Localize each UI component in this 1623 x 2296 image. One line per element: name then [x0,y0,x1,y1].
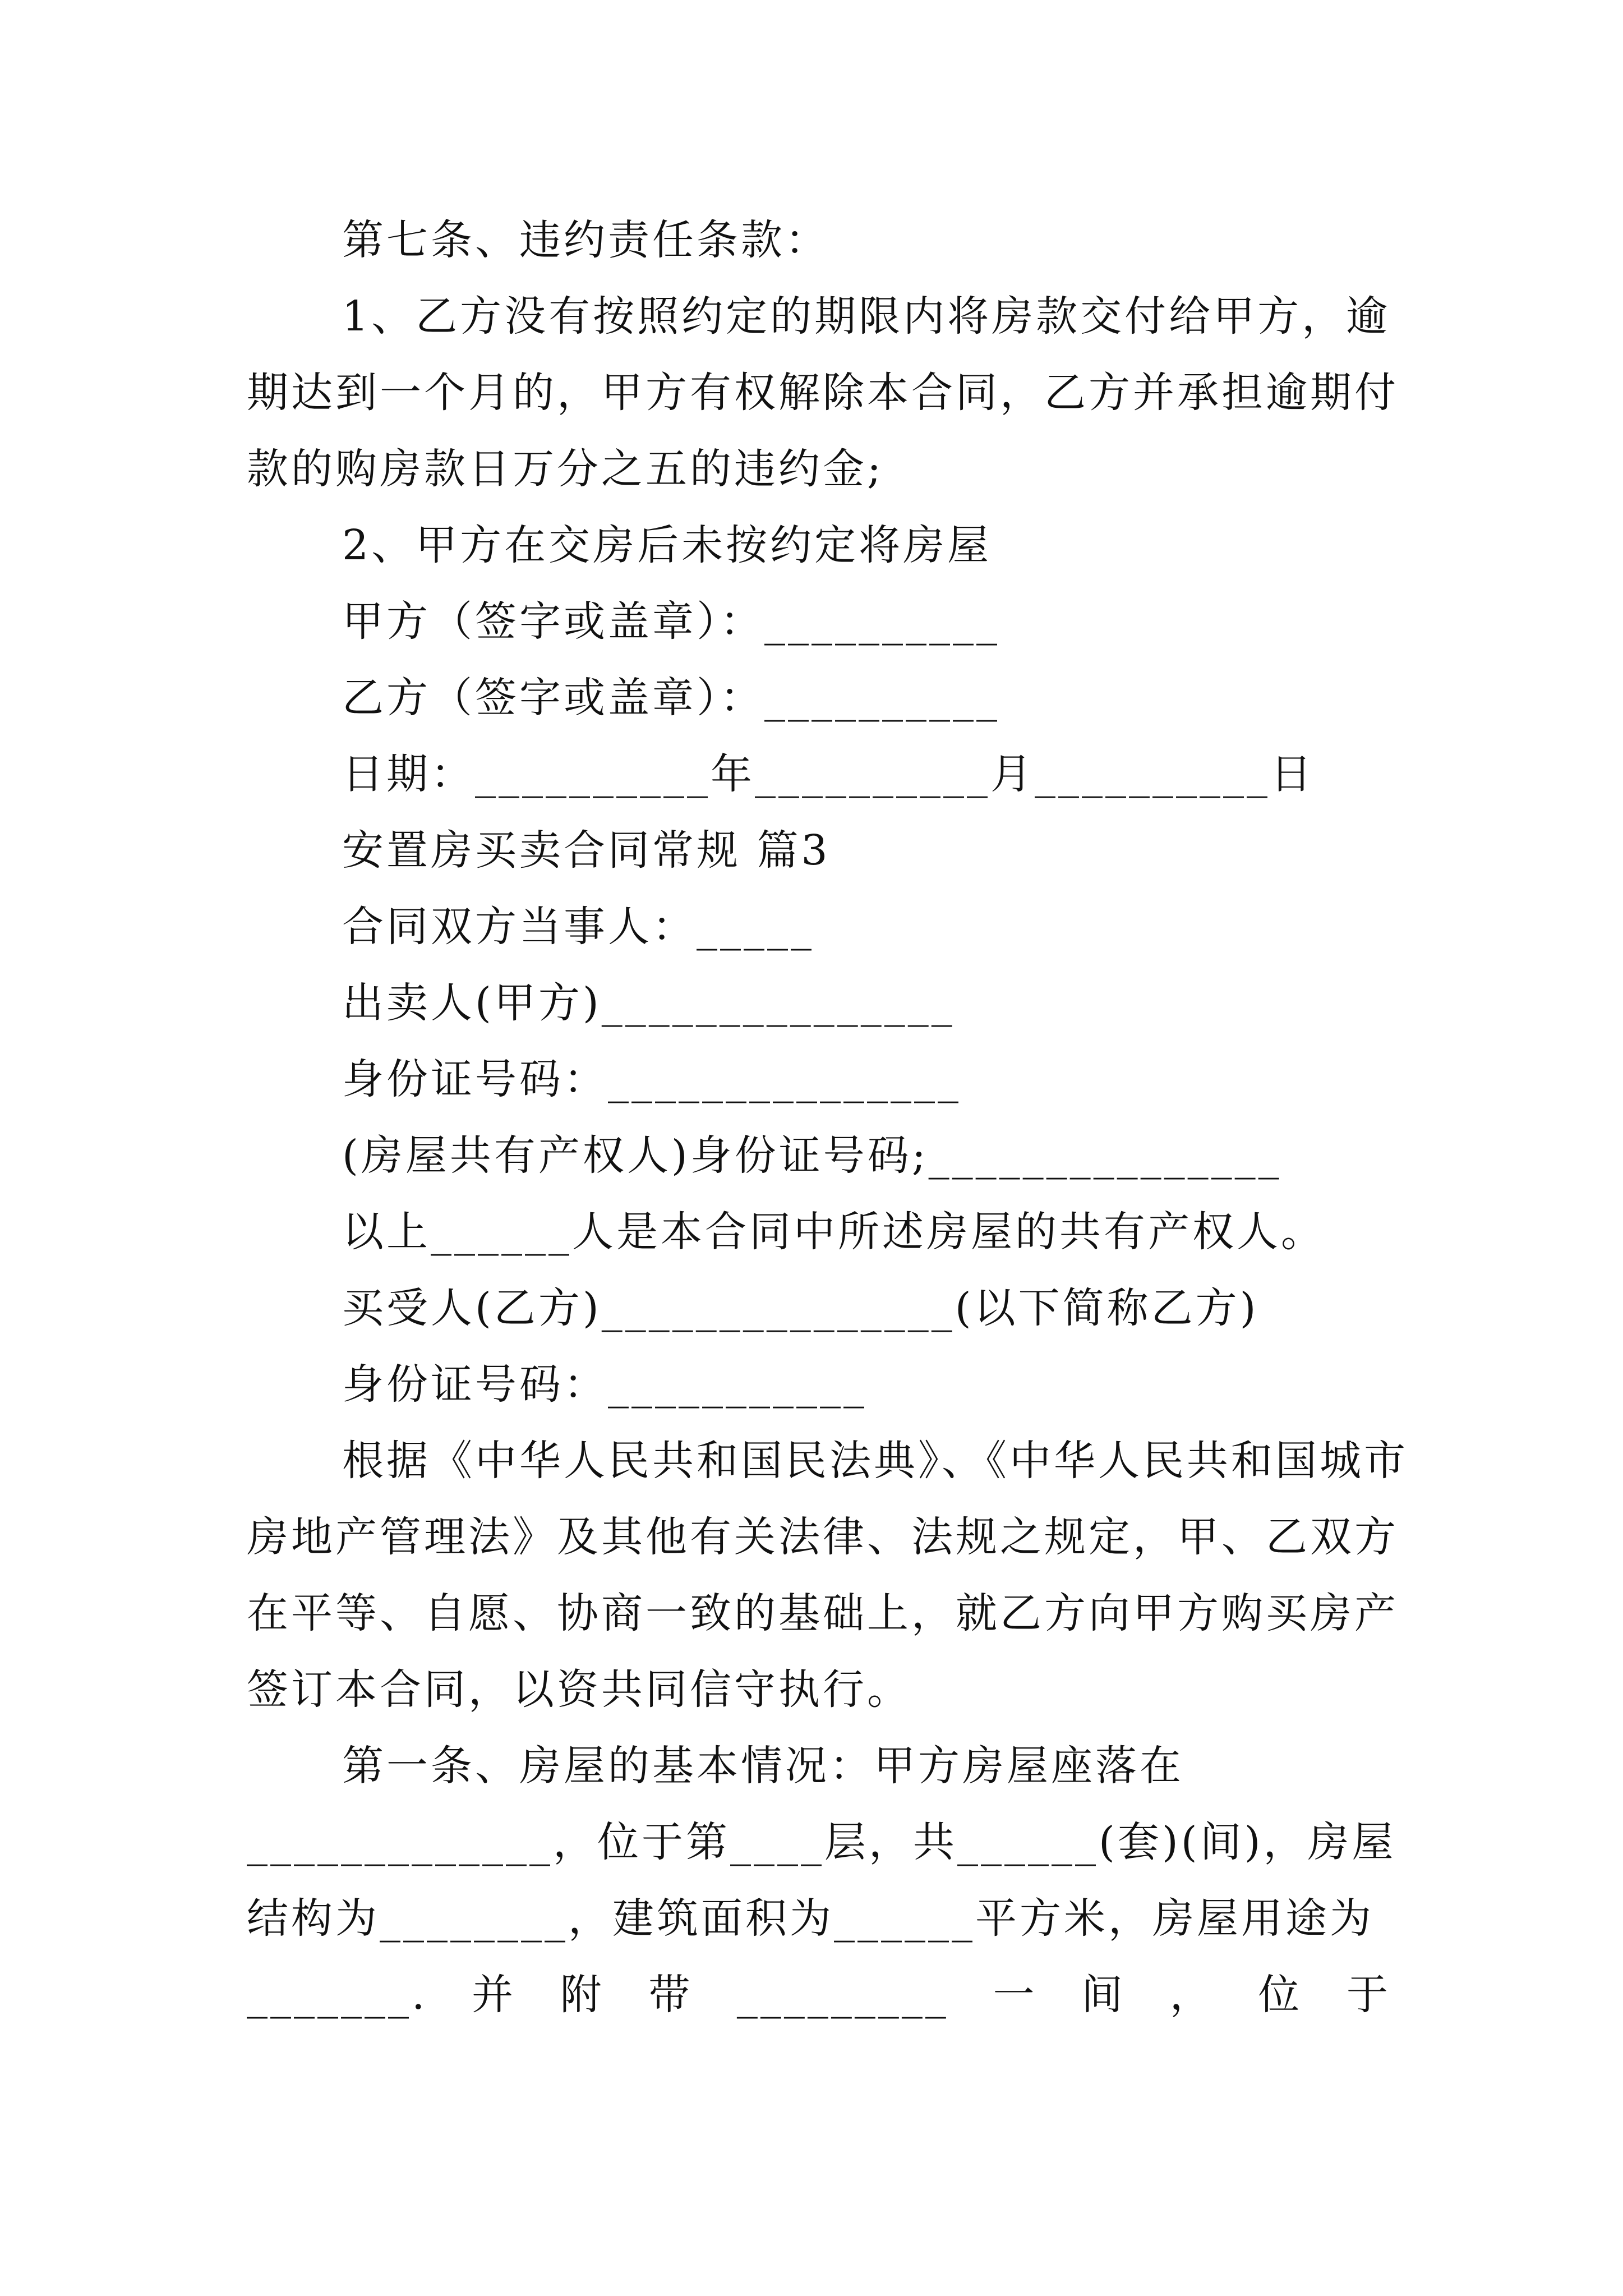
text-token: 附 [560,1971,605,2019]
paragraph-line: 期达到一个月的，甲方有权解除本合同，乙方并承担逾期付 [247,369,1399,417]
text-token: 间 [1081,1971,1126,2019]
paragraph-line: 在平等、自愿、协商一致的基础上，就乙方向甲方购买房产 [247,1589,1399,1637]
party-a-signature-line: 甲方（签字或盖章）：__________ [342,597,1000,646]
text-token: 并 [472,1971,517,2019]
co-owner-id-line: (房屋共有产权人)身份证号码;_______________ [342,1131,1282,1180]
paragraph-line: 签订本合同，以资共同信守执行。 [247,1665,911,1714]
document-page [247,202,1408,2033]
paragraph-line: 款的购房款日万分之五的违约金; [247,445,884,493]
seller-id-line: 身份证号码：_______________ [342,1055,961,1103]
text-token: 一 [993,1971,1038,2019]
paragraph-line: 根据《中华人民共和国民法典》、《中华人民共和国城市 [342,1437,1408,1485]
contract-title: 安置房买卖合同常规 篇3 [342,826,831,875]
text-token: _______. [247,1971,428,2019]
paragraph-line: 2、甲方在交房后未按约定将房屋 [342,521,992,569]
text-token: _________ [736,1971,949,2019]
text-token: ， [1169,1971,1214,2019]
paragraph-line: 房地产管理法》及其他有关法律、法规之规定，甲、乙双方 [247,1513,1399,1561]
party-b-signature-line: 乙方（签字或盖章）：__________ [342,674,1000,722]
date-line: 日期：__________年__________月__________日 [342,750,1315,798]
parties-line: 合同双方当事人：_____ [342,903,814,951]
paragraph-line: _____________，位于第____层，共______(套)(间)，房屋 [247,1818,1396,1866]
text-token: 带 [648,1971,693,2019]
seller-line: 出卖人(甲方)_______________ [342,979,955,1027]
buyer-id-line: 身份证号码：___________ [342,1360,867,1409]
justified-paragraph-line [247,1957,1391,2033]
paragraph-line: 结构为________，建筑面积为______平方米，房屋用途为 [247,1894,1374,1943]
text-token: 于 [1346,1971,1391,2019]
article-one-heading: 第一条、房屋的基本情况：甲方房屋座落在 [342,1742,1184,1790]
paragraph-line: 1、乙方没有按照约定的期限内将房款交付给甲方，逾 [342,292,1391,341]
text-token: 位 [1258,1971,1303,2019]
section-heading-breach: 第七条、违约责任条款： [342,216,829,264]
co-owner-count-line: 以上______人是本合同中所述房屋的共有产权人。 [342,1208,1325,1256]
buyer-line: 买受人(乙方)_______________(以下简称乙方) [342,1284,1259,1332]
